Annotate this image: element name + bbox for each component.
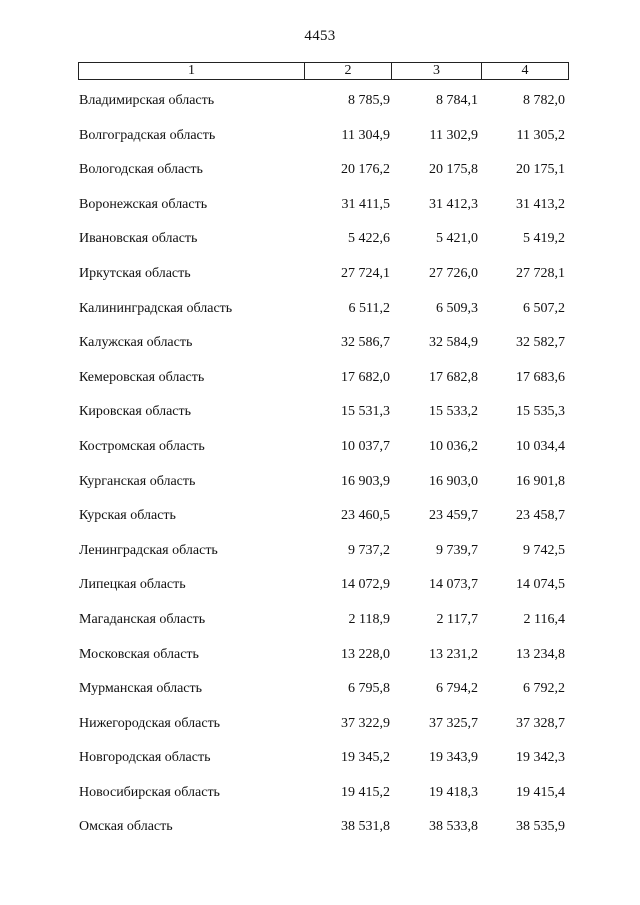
column-header-2: 2	[304, 63, 391, 79]
value-col-3: 32 584,9	[429, 335, 478, 351]
column-header-1: 1	[188, 63, 195, 78]
value-col-4: 11 305,2	[516, 127, 565, 143]
table-row	[0, 370, 640, 405]
region-name: Калининградская область	[79, 300, 233, 316]
value-col-3: 5 421,0	[436, 231, 478, 247]
value-col-2: 6 511,2	[348, 300, 390, 316]
region-name: Курская область	[79, 508, 176, 524]
region-name: Мурманская область	[79, 681, 203, 697]
value-col-3: 6 509,3	[436, 300, 478, 316]
region-name: Московская область	[79, 646, 199, 662]
value-col-4: 14 074,5	[516, 577, 565, 593]
table-row	[0, 577, 640, 612]
value-col-4: 9 742,5	[523, 542, 565, 558]
value-col-2: 19 345,2	[341, 750, 390, 766]
value-col-2: 14 072,9	[341, 577, 390, 593]
value-col-3: 6 794,2	[436, 681, 478, 697]
value-col-2: 10 037,7	[341, 438, 390, 454]
value-col-4: 20 175,1	[516, 162, 565, 178]
value-col-2: 16 903,9	[341, 473, 390, 489]
value-col-4: 27 728,1	[516, 265, 565, 281]
value-col-4: 10 034,4	[516, 438, 565, 454]
region-name: Курганская область	[79, 473, 196, 489]
table-header	[78, 62, 569, 80]
region-name: Владимирская область	[79, 93, 215, 108]
value-col-4: 32 582,7	[516, 335, 565, 351]
value-col-4: 5 419,2	[523, 231, 565, 247]
region-name: Омская область	[79, 819, 173, 835]
table-row	[0, 750, 640, 785]
column-header-4: 4	[481, 63, 568, 79]
table-row	[0, 197, 640, 232]
table-row	[0, 266, 640, 301]
value-col-3: 11 302,9	[429, 127, 478, 143]
region-name: Новгородская область	[79, 750, 211, 766]
table-row	[0, 162, 640, 197]
table-row	[0, 716, 640, 751]
value-col-3: 27 726,0	[429, 265, 478, 281]
table-row	[0, 508, 640, 543]
value-col-2: 23 460,5	[341, 508, 390, 524]
value-col-2: 11 304,9	[341, 127, 390, 143]
value-col-3: 38 533,8	[429, 819, 478, 835]
value-col-3: 16 903,0	[429, 473, 478, 489]
value-col-2: 32 586,7	[341, 335, 390, 351]
table-row	[0, 612, 640, 647]
value-col-2: 17 682,0	[341, 369, 390, 385]
value-col-4: 17 683,6	[516, 369, 565, 385]
table-row	[0, 93, 640, 128]
table-row	[0, 404, 640, 439]
value-col-2: 6 795,8	[348, 681, 390, 697]
region-name: Ленинградская область	[79, 542, 218, 558]
value-col-2: 9 737,2	[348, 542, 390, 558]
region-name: Липецкая область	[79, 577, 186, 593]
region-name: Калужская область	[79, 335, 193, 351]
value-col-4: 19 415,4	[516, 784, 565, 800]
column-header-3: 3	[391, 63, 481, 79]
value-col-4: 6 507,2	[523, 300, 565, 316]
value-col-4: 6 792,2	[523, 681, 565, 697]
value-col-2: 2 118,9	[348, 611, 390, 627]
value-col-3: 19 343,9	[429, 750, 478, 766]
region-name: Иркутская область	[79, 265, 191, 281]
value-col-4: 2 116,4	[523, 611, 565, 627]
table-row	[0, 301, 640, 336]
value-col-3: 13 231,2	[429, 646, 478, 662]
value-col-2: 37 322,9	[341, 715, 390, 731]
value-col-3: 14 073,7	[429, 577, 478, 593]
table-row	[0, 231, 640, 266]
region-name: Костромская область	[79, 438, 205, 454]
value-col-2: 15 531,3	[341, 404, 390, 420]
table-row	[0, 439, 640, 474]
value-col-4: 16 901,8	[516, 473, 565, 489]
table-body	[0, 93, 640, 854]
value-col-4: 38 535,9	[516, 819, 565, 835]
region-name: Нижегородская область	[79, 715, 221, 731]
value-col-3: 9 739,7	[436, 542, 478, 558]
region-name: Кемеровская область	[79, 369, 205, 385]
region-name: Магаданская область	[79, 611, 206, 627]
table-row	[0, 647, 640, 682]
value-col-3: 2 117,7	[436, 611, 478, 627]
value-col-4: 19 342,3	[516, 750, 565, 766]
region-name: Воронежская область	[79, 196, 208, 212]
region-name: Кировская область	[79, 404, 192, 420]
table-row	[0, 819, 640, 854]
page-number: 4453	[304, 28, 336, 44]
table-row	[0, 785, 640, 820]
value-col-4: 13 234,8	[516, 646, 565, 662]
table-row	[0, 543, 640, 578]
value-col-4: 8 782,0	[523, 93, 565, 108]
value-col-2: 13 228,0	[341, 646, 390, 662]
region-name: Ивановская область	[79, 231, 198, 247]
value-col-2: 20 176,2	[341, 162, 390, 178]
value-col-2: 38 531,8	[341, 819, 390, 835]
value-col-4: 23 458,7	[516, 508, 565, 524]
value-col-3: 15 533,2	[429, 404, 478, 420]
table-row	[0, 335, 640, 370]
value-col-2: 27 724,1	[341, 265, 390, 281]
value-col-2: 5 422,6	[348, 231, 390, 247]
value-col-2: 8 785,9	[348, 93, 390, 108]
table-row	[0, 681, 640, 716]
value-col-3: 31 412,3	[429, 196, 478, 212]
value-col-4: 37 328,7	[516, 715, 565, 731]
value-col-3: 20 175,8	[429, 162, 478, 178]
table-row	[0, 474, 640, 509]
value-col-4: 31 413,2	[516, 196, 565, 212]
value-col-3: 23 459,7	[429, 508, 478, 524]
value-col-2: 31 411,5	[341, 196, 390, 212]
region-name: Вологодская область	[79, 162, 203, 178]
value-col-3: 17 682,8	[429, 369, 478, 385]
value-col-3: 37 325,7	[429, 715, 478, 731]
value-col-3: 19 418,3	[429, 784, 478, 800]
value-col-2: 19 415,2	[341, 784, 390, 800]
table-row	[0, 128, 640, 163]
value-col-3: 10 036,2	[429, 438, 478, 454]
region-name: Новосибирская область	[79, 784, 220, 800]
region-name: Волгоградская область	[79, 127, 216, 143]
value-col-4: 15 535,3	[516, 404, 565, 420]
value-col-3: 8 784,1	[436, 93, 478, 108]
